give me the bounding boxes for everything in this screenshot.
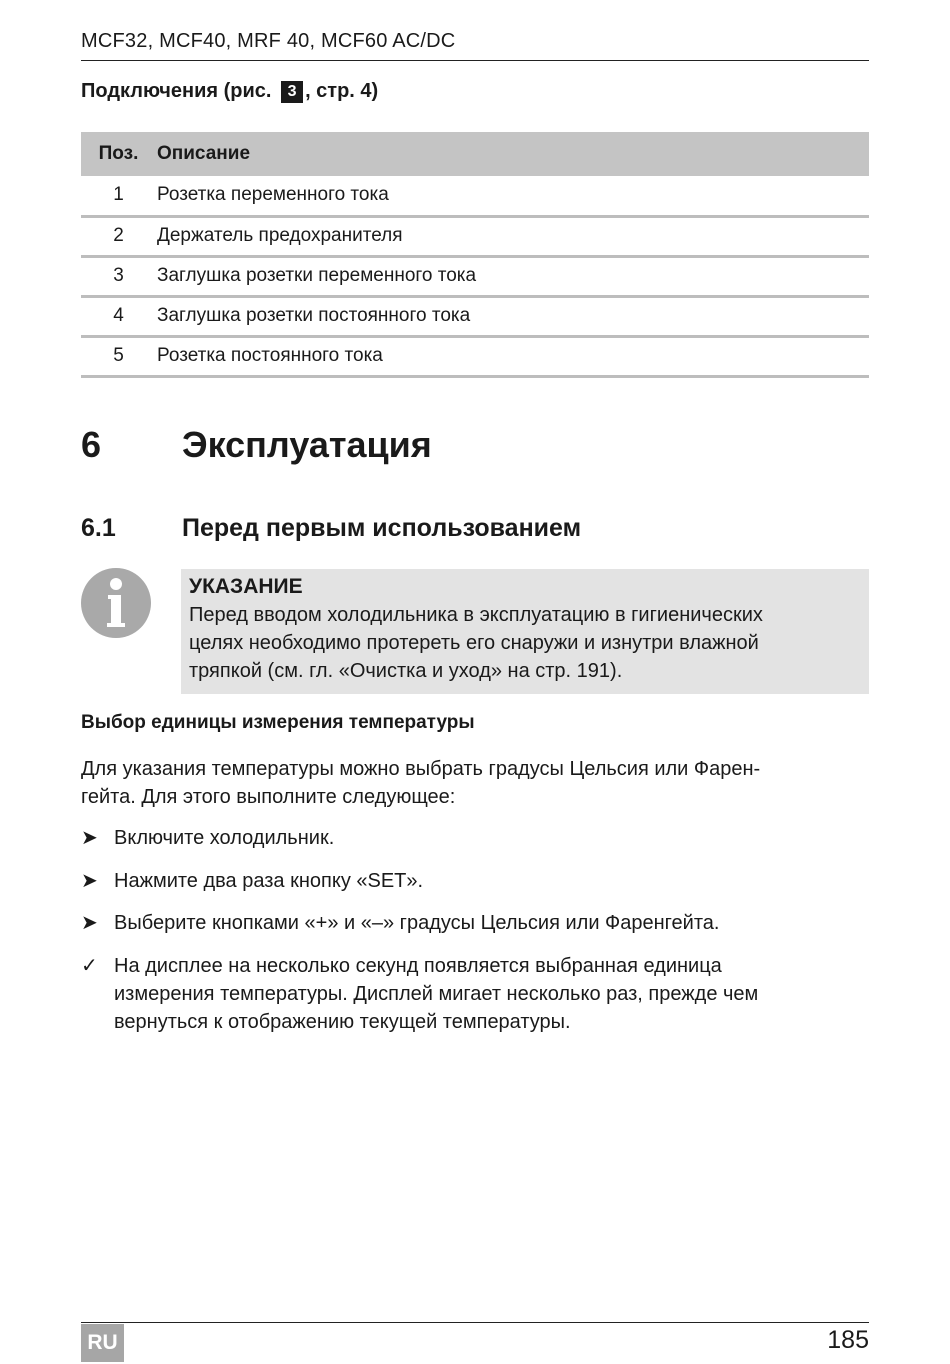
arrow-bullet-icon: ➤ [81,827,98,849]
note-text [189,601,861,685]
result-text-line: вернуться к отображению текущей температуры. [114,1010,571,1033]
step-item [81,824,869,852]
table-header-pos: Поз. [98,143,139,164]
table-cell-desc: Розетка переменного тока [157,184,389,206]
note-text-line: целях необходимо протереть его снаружи и изнутри влажной [189,632,759,654]
temp-unit-intro [81,755,869,811]
connections-table [81,132,869,378]
header-divider [81,60,869,61]
table-cell-pos: 2 [113,225,124,246]
steps-list [81,824,869,1050]
step-item [81,909,869,937]
page-number: 185 [827,1326,869,1354]
connections-heading-prefix: Подключения (рис. [81,80,272,102]
section-number: 6 [81,424,102,465]
table-row [81,256,869,296]
table-header-desc: Описание [157,143,251,164]
step-text: Нажмите два раза кнопку «SET». [114,869,424,892]
figure-ref-badge: 3 [281,81,303,103]
result-item [81,952,869,1036]
table-row [81,216,869,256]
arrow-bullet-icon: ➤ [81,912,98,934]
table-row [81,336,869,376]
document-page [81,0,869,1364]
step-item [81,867,869,895]
section-title: Эксплуатация [182,424,432,465]
table-header-row [81,132,869,176]
table-cell-pos: 4 [113,305,124,326]
table-cell-desc: Держатель предохранителя [157,225,403,246]
step-text: Выберите кнопками «+» и «–» градусы Цельсия или Фаренгейта. [114,912,720,934]
connections-heading [81,80,378,103]
table-cell-pos: 5 [113,345,124,366]
subsection-number: 6.1 [81,514,116,542]
step-text: Включите холодильник. [114,827,335,849]
connections-heading-suffix: , стр. 4) [305,80,379,102]
footer-divider [81,1322,869,1323]
note-text-line: тряпкой (см. гл. «Очистка и уход» на стр. 191). [189,660,623,682]
info-icon [81,568,151,638]
table-cell-pos: 1 [113,184,124,206]
table-row [81,176,869,216]
intro-line: гейта. Для этого выполните следующее: [81,786,456,808]
temp-unit-heading: Выбор единицы измерения температуры [81,712,475,733]
table-cell-desc: Заглушка розетки переменного тока [157,265,477,286]
result-text-line: На дисплее на несколько секунд появляется выбранная единица [114,954,722,977]
running-header: MCF32, MCF40, MRF 40, MCF60 AC/DC [81,30,456,52]
subsection-title: Перед первым использованием [182,514,582,542]
table-cell-pos: 3 [113,265,124,286]
arrow-bullet-icon: ➤ [81,869,98,892]
table-cell-desc: Розетка постоянного тока [157,345,383,366]
checkmark-icon: ✓ [81,954,98,977]
note-title: УКАЗАНИЕ [189,575,303,598]
note-box [181,569,869,694]
result-text-line: измерения температуры. Дисплей мигает несколько раз, прежде чем [114,982,759,1005]
intro-line: Для указания температуры можно выбрать градусы Цельсия или Фарен- [81,758,761,780]
table-cell-desc: Заглушка розетки постоянного тока [157,305,471,326]
note-text-line: Перед вводом холодильника в эксплуатацию в гигиенических [189,604,763,626]
table-row [81,296,869,336]
language-badge: RU [81,1324,124,1362]
